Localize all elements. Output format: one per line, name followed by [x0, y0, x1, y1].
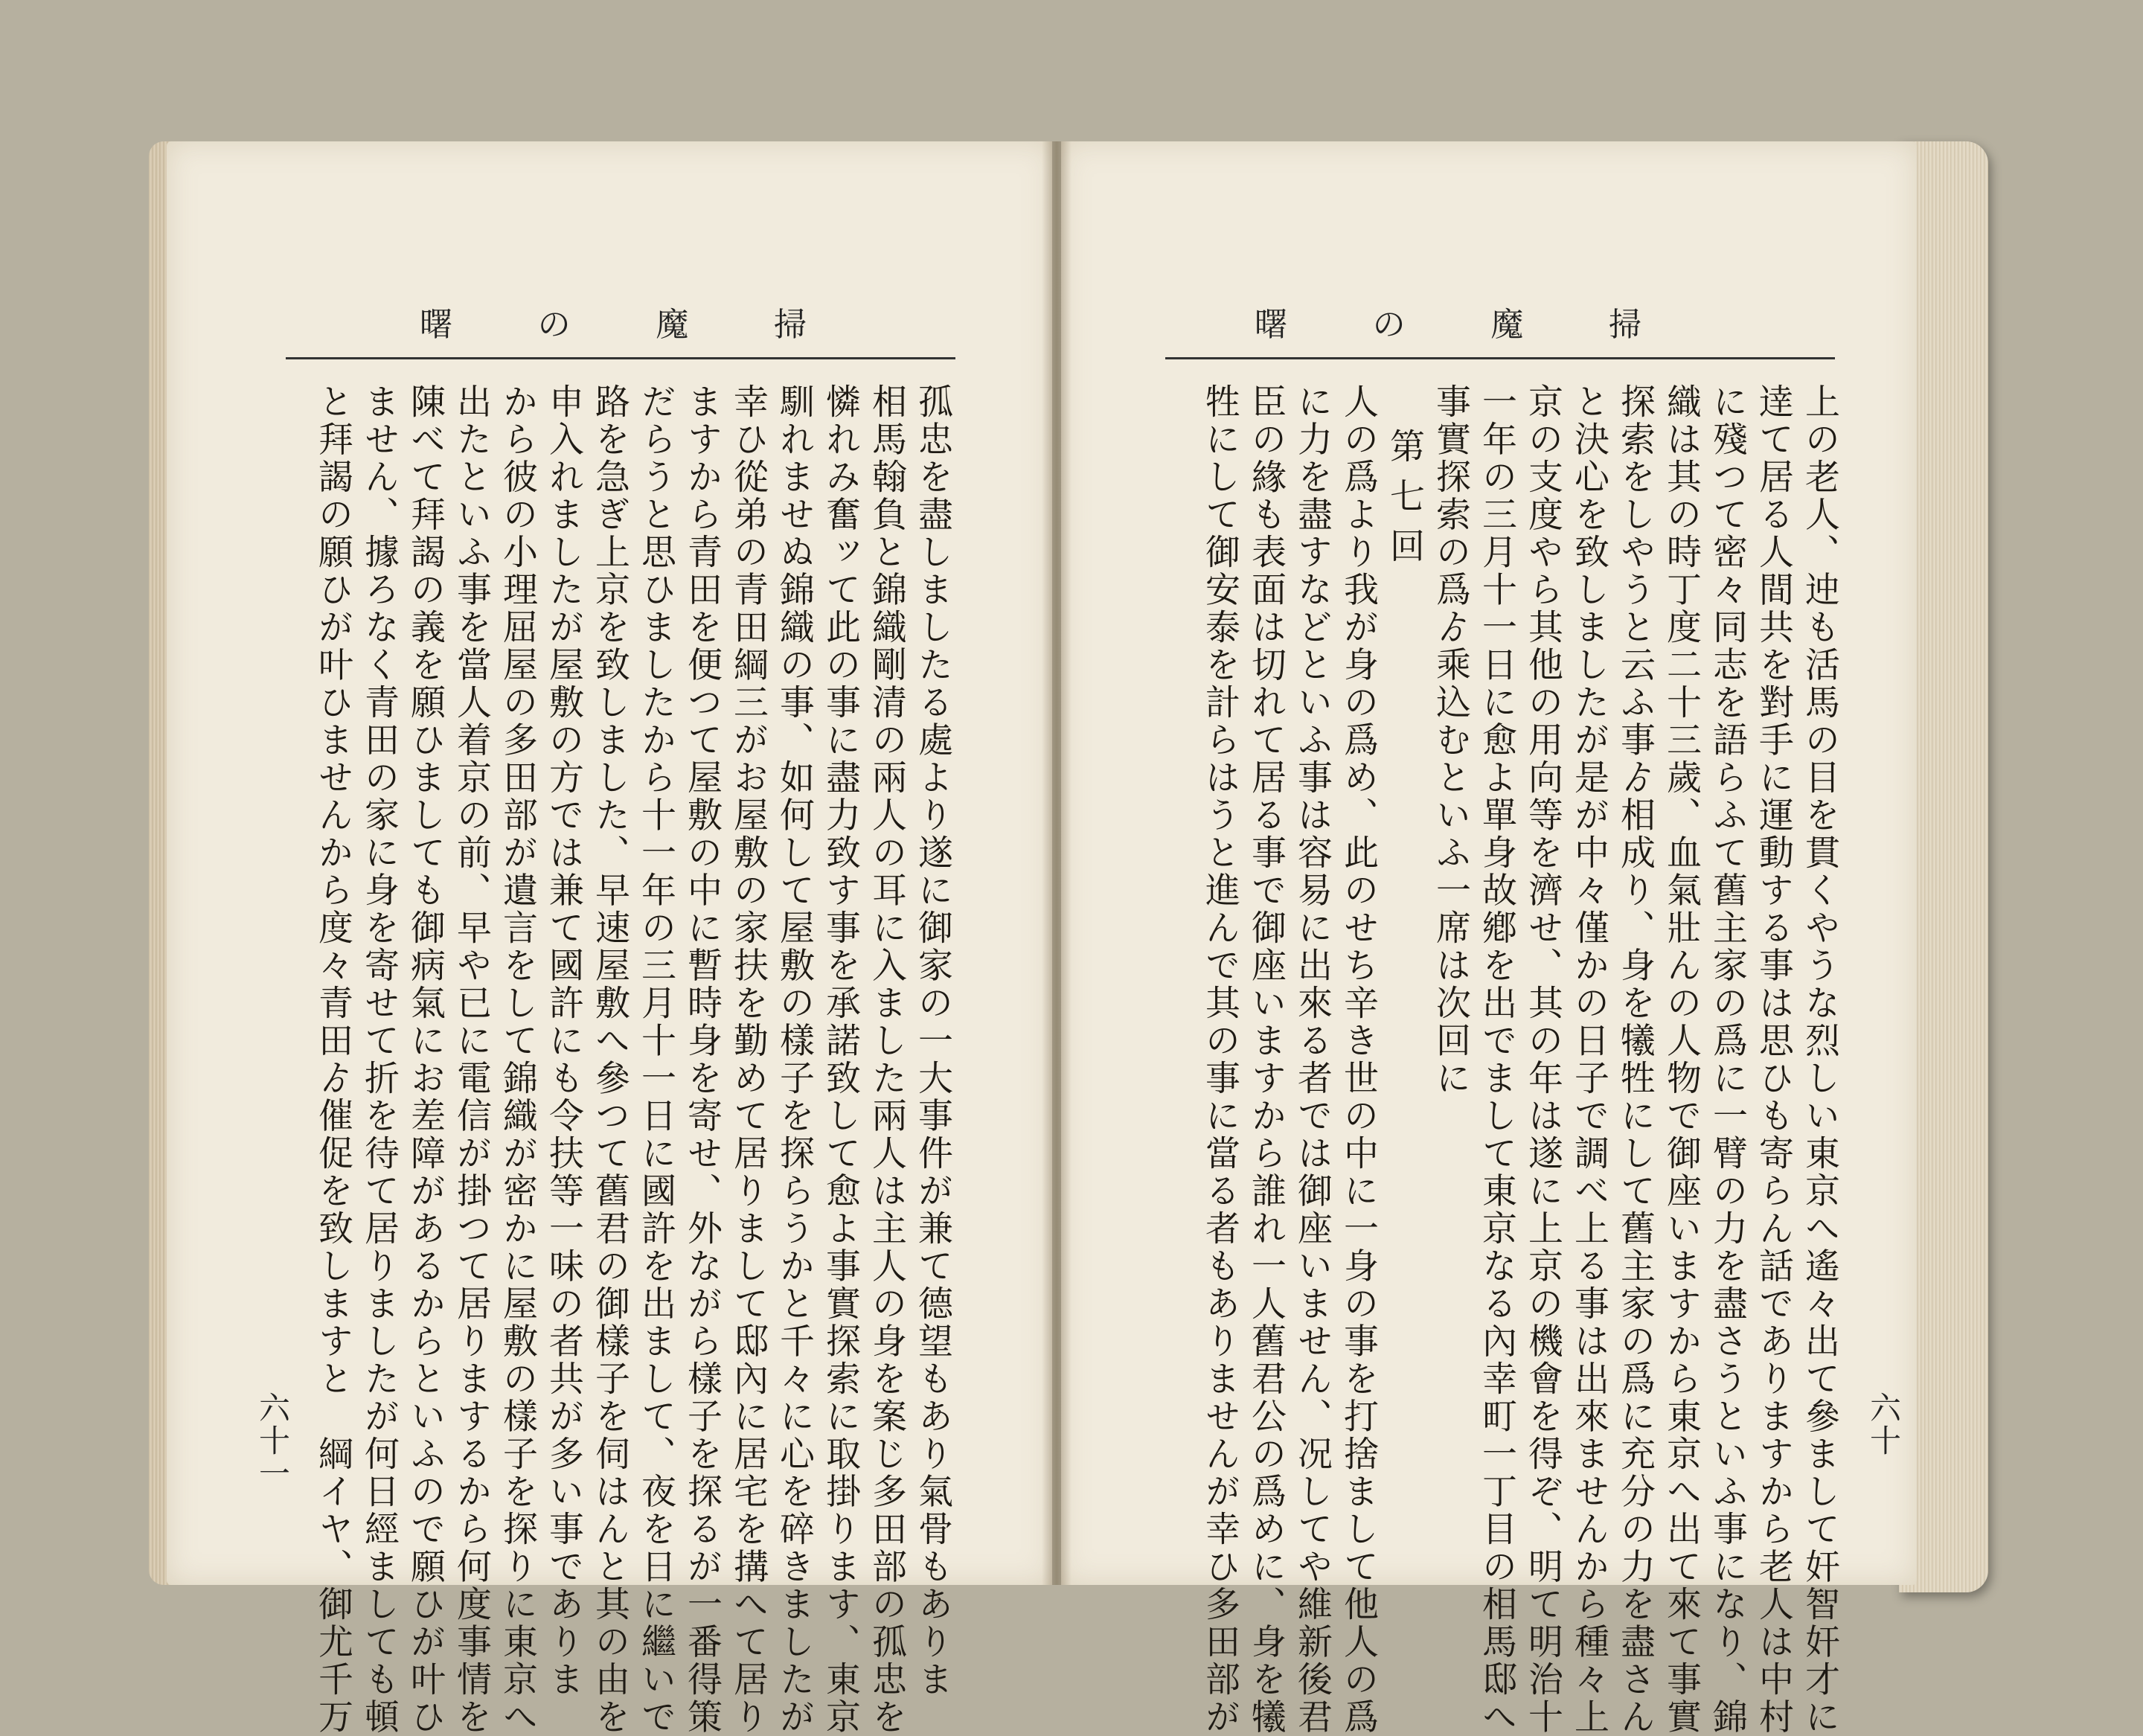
- text-line: 一年の三月十一日に愈よ單身故鄕を出でまして東京なる內幸町一丁目の相馬邸へ: [1476, 383, 1517, 1736]
- running-header: [1255, 298, 1641, 345]
- text-line: 臣の緣も表面は切れて居る事で御座いますから誰れ一人舊君公の爲めに、身を犧: [1246, 383, 1287, 1736]
- open-book: [149, 126, 1994, 1736]
- text-line: 京の支度やら其他の用向等を濟せ、其の年は遂に上京の機會を得ぞ、明て明治十: [1522, 383, 1563, 1736]
- header-rule: [286, 357, 955, 359]
- text-line: 路を急ぎ上京を致しました、早速屋敷へ參つて舊君の御樣子を伺はんと其の由を: [589, 383, 630, 1736]
- header-char: 曙: [420, 306, 452, 344]
- header-char: 曙: [1255, 306, 1287, 344]
- text-line: 牲にして御安泰を計らはうと進んで其の事に當る者もありませんが幸ひ多田部が: [1199, 383, 1240, 1736]
- header-char: 掃: [773, 306, 807, 344]
- text-line: 相馬翰負と錦織剛清の兩人の耳に入ました兩人は主人の身を案じ多田部の孤忠を: [866, 383, 907, 1736]
- text-line: 織は其の時丁度二十三歲、血氣壯んの人物で御座いますから東京へ出て來て事實: [1661, 383, 1702, 1736]
- text-line: ません、據ろなく青田の家に身を寄せて折を待て居りましたが何日經ましても頓: [359, 383, 400, 1736]
- text-line: から彼の小理屈屋の多田部が遺言をして錦織が密かに屋敷の樣子を探りに東京へ: [497, 383, 538, 1736]
- text-line: 孤忠を盡しましたる處より遂に御家の一大事件が兼て德望もあり氣骨もありま: [912, 383, 953, 1699]
- text-line: 探索をしやうと云ふ事ゟ相成り、身を犧牲にして舊主家の爲に充分の力を盡さん: [1615, 383, 1656, 1736]
- header-char: の: [1372, 306, 1406, 344]
- text-line: と決心を致しましたが是が中々僅かの日子で調べ上る事は出來ませんから種々上: [1569, 383, 1609, 1736]
- text-line: 申入れましたが屋敷の方では兼て國許にも令扶等一味の者共が多い事でありま: [543, 383, 584, 1699]
- text-line: 馴れませぬ錦織の事、如何して屋敷の樣子を探らうかと千々に心を碎きましたが: [774, 383, 815, 1736]
- right-page: [1061, 141, 1917, 1736]
- running-header: [420, 298, 807, 345]
- text-line: 陳べて拜謁の義を願ひましても御病氣にお差障があるからといふので願ひが叶ひ: [405, 383, 446, 1736]
- text-line: 事實探索の爲ゟ乘込むといふ一席は次回に: [1430, 383, 1471, 1098]
- header-rule: [1165, 357, 1835, 359]
- chapter-heading: 第七回: [1384, 428, 1425, 577]
- text-line: ますから青田を便つて屋敷の中に暫時身を寄せ、外ながら樣子を探るが一番得策: [682, 383, 723, 1736]
- page-number: 六十: [1865, 1391, 1902, 1457]
- text-line: に力を盡すなどといふ事は容易に出來る者では御座いません、况してや維新後君: [1292, 383, 1333, 1736]
- text-line: 出たといふ事を當人着京の前、早や已に電信が掛つて居りまするから何度事情を: [451, 383, 492, 1736]
- text-line: 上の老人、迚も活馬の目を貫くやうな烈しい東京へ遙々出て參まして奸智奸才に: [1799, 383, 1840, 1736]
- header-char: の: [537, 306, 571, 344]
- text-line: 人の爲より我が身の爲め、此のせち辛き世の中に一身の事を打捨まして他人の爲: [1338, 383, 1379, 1736]
- header-char: 魔: [656, 306, 689, 344]
- body-text: [1158, 383, 1842, 1736]
- page-number: 六十一: [254, 1391, 291, 1490]
- body-text: [286, 383, 955, 1736]
- header-char: 掃: [1608, 306, 1641, 344]
- text-line: 幸ひ從弟の青田綱三がお屋敷の家扶を勤めて居りまして邸內に居宅を搆へて居り: [728, 383, 769, 1736]
- header-char: 魔: [1490, 306, 1524, 344]
- text-line: だらうと思ひましたから十一年の三月十一日に國許を出まして、夜を日に繼いで: [635, 383, 676, 1736]
- text-line: に殘つて密々同志を語らふて舊主家の爲に一臂の力を盡さうといふ事になり、錦: [1707, 383, 1748, 1736]
- text-line: 逹て居る人間共を對手に運動する事は思ひも寄らん話でありますから老人は中村: [1753, 383, 1794, 1736]
- text-line: 憐れみ奮ッて此の事に盡力致す事を承諾致して愈よ事實探索に取掛ります、東京: [820, 383, 861, 1736]
- left-page: [167, 141, 1052, 1736]
- text-line: と拜謁の願ひが叶ひませんから度々青田ゟ催促を致しますと 綱イヤ、御尤千万: [313, 383, 353, 1736]
- book-gutter: [1042, 141, 1072, 1585]
